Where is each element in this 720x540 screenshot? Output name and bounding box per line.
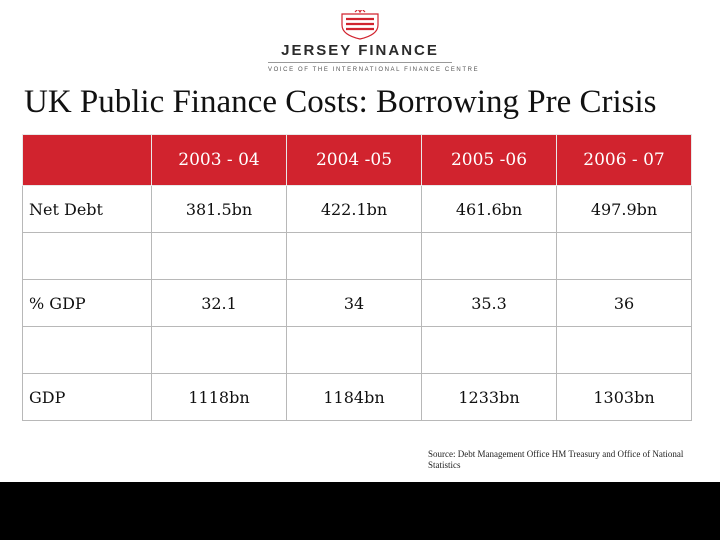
header-cell	[23, 135, 152, 186]
table-cell	[287, 327, 422, 374]
footer-bar	[0, 482, 720, 540]
header-cell: 2003 - 04	[152, 135, 287, 186]
table-cell: 32.1	[152, 280, 287, 327]
table-cell	[422, 327, 557, 374]
table-cell	[152, 233, 287, 280]
table-row	[23, 280, 692, 327]
table-cell	[152, 327, 287, 374]
table-cell	[287, 233, 422, 280]
jersey-crest-icon	[338, 10, 382, 40]
table-cell	[422, 233, 557, 280]
header-cell: 2005 -06	[422, 135, 557, 186]
table-cell	[557, 233, 692, 280]
brand-tagline: VOICE OF THE INTERNATIONAL FINANCE CENTRE	[268, 67, 480, 73]
row-label	[23, 233, 152, 280]
brand-name: JERSEY FINANCE	[281, 42, 439, 59]
table-row	[23, 374, 692, 421]
source-note: Source: Debt Management Office HM Treasury and Office of National Statistics	[428, 449, 684, 470]
table-cell: 36	[557, 280, 692, 327]
table-cell: 34	[287, 280, 422, 327]
table-cell: 1233bn	[422, 374, 557, 421]
table-cell: 1184bn	[287, 374, 422, 421]
row-label	[23, 327, 152, 374]
slide-title: UK Public Finance Costs: Borrowing Pre Crisis	[24, 84, 657, 120]
table-cell: 497.9bn	[557, 186, 692, 233]
jersey-finance-logo	[0, 10, 720, 59]
table-cell: 35.3	[422, 280, 557, 327]
table-cell: 422.1bn	[287, 186, 422, 233]
table-row	[23, 327, 692, 374]
header-cell: 2004 -05	[287, 135, 422, 186]
table-cell: 1118bn	[152, 374, 287, 421]
table-header-row	[23, 135, 692, 186]
row-label: GDP	[23, 374, 152, 421]
table-row	[23, 186, 692, 233]
row-label: % GDP	[23, 280, 152, 327]
table-cell: 1303bn	[557, 374, 692, 421]
table-cell	[557, 327, 692, 374]
row-label: Net Debt	[23, 186, 152, 233]
table-cell: 461.6bn	[422, 186, 557, 233]
table-row	[23, 233, 692, 280]
tagline-rule	[268, 62, 480, 73]
finance-table	[22, 134, 692, 421]
header-cell: 2006 - 07	[557, 135, 692, 186]
table-cell: 381.5bn	[152, 186, 287, 233]
